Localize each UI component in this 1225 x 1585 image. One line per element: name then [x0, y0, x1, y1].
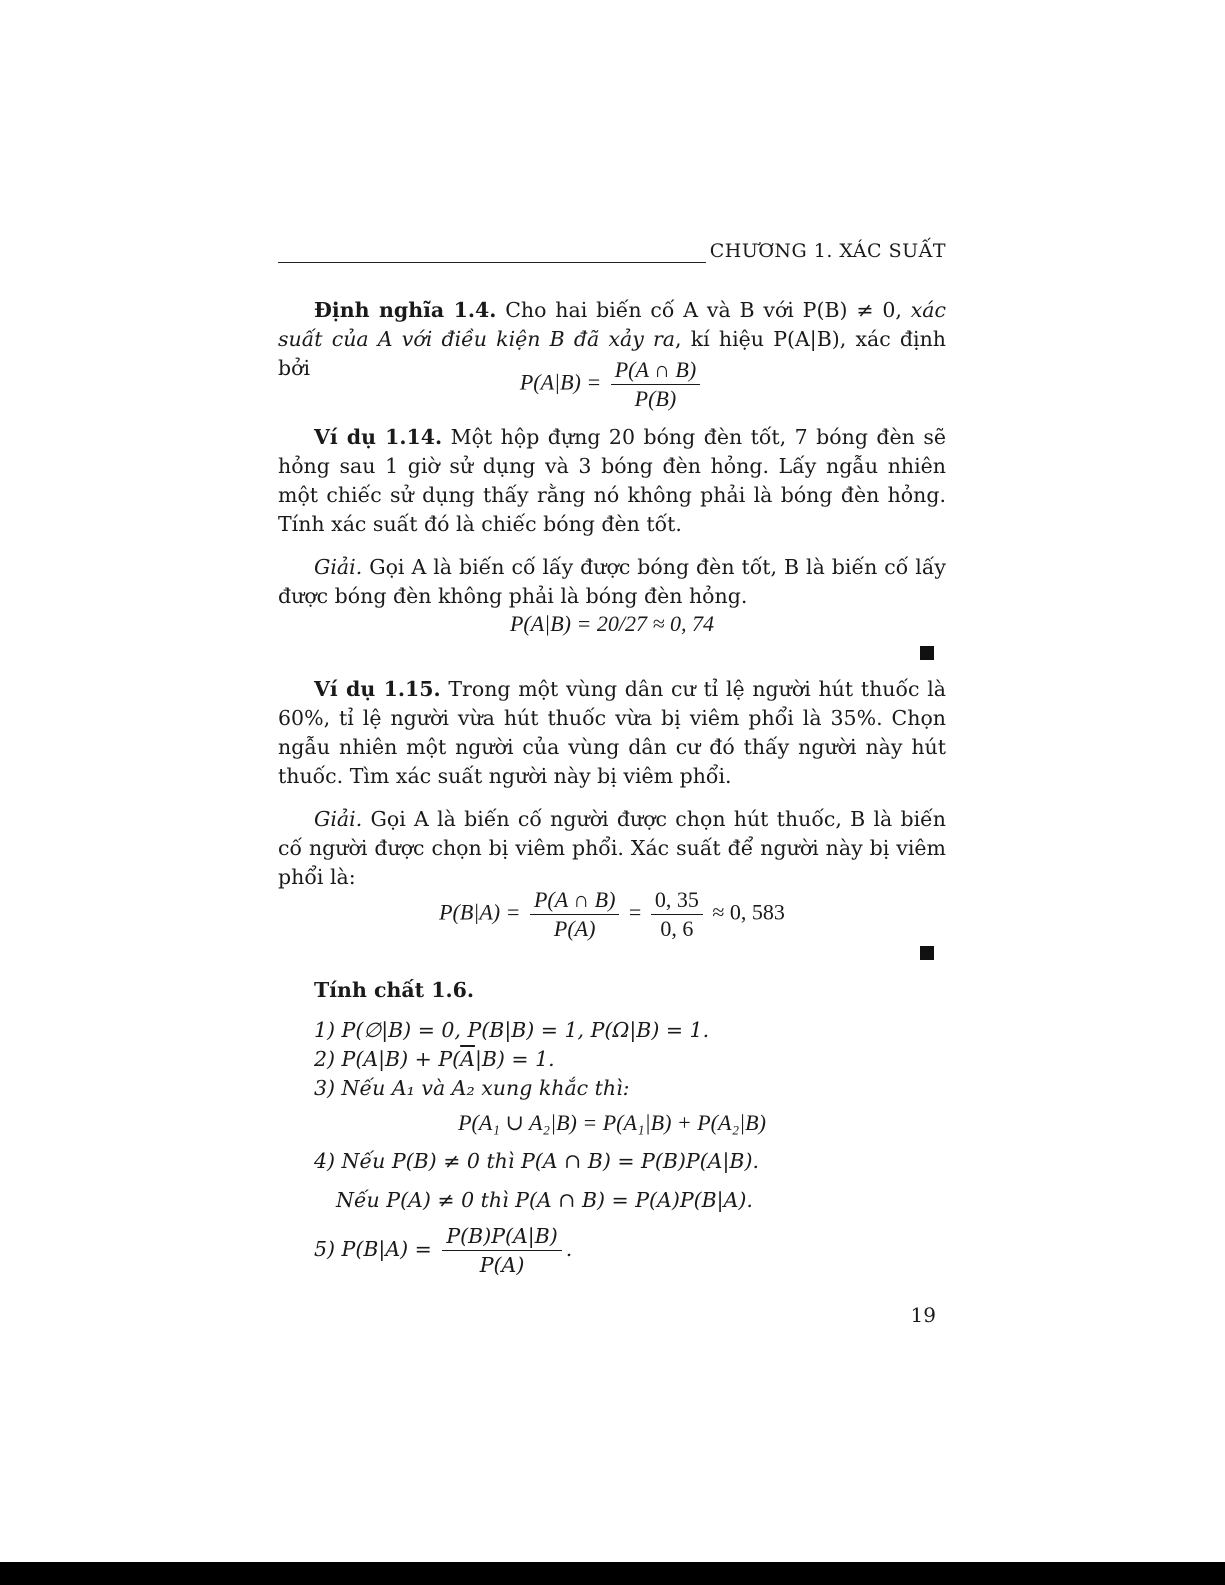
example15-eq-rhs: ≈ 0, 583	[712, 899, 785, 925]
example15-eq-num2: 0, 35	[651, 886, 703, 915]
property-item-4: 4) Nếu P(B) ≠ 0 thì P(A ∩ B) = P(B)P(A|B).	[314, 1149, 759, 1173]
example14-text: Một hộp đựng 20 bóng đèn tốt, 7 bóng đèn sẽ hỏng sau 1 giờ sử dụng và 3 bóng đèn hỏng. Lấy ngẫu nhiên một chiếc sử dụng thấy rằng nó không phải là bóng đèn hỏng. Tính xác suất đó là chiếc bóng đèn tốt.	[278, 425, 946, 536]
property-item-3-equation: P(A₁ ∪ A₂|B) = P(A₁|B) + P(A₂|B)	[458, 1110, 766, 1135]
property-item-5-den: P(A)	[479, 1253, 525, 1277]
header-rule	[278, 262, 706, 263]
example15-fraction1	[530, 886, 619, 943]
definition-eq-lhs: P(A|B) =	[519, 369, 602, 395]
example15-fraction2	[651, 886, 703, 943]
example14-solution-label: Giải.	[314, 555, 363, 579]
page	[278, 0, 946, 1585]
example15-label: Ví dụ 1.15.	[314, 677, 441, 701]
property-item-2-a: 2) P(A|B) + P(	[314, 1047, 461, 1071]
property-item-1: 1) P(∅|B) = 0, P(B|B) = 1, P(Ω|B) = 1.	[314, 1018, 710, 1042]
example14-solution-text: Gọi A là biến cố lấy được bóng đèn tốt, B là biến cố lấy được bóng đèn không phải là bóng đèn hỏng.	[278, 555, 946, 608]
definition-equation	[278, 356, 946, 413]
bottom-bar	[0, 1562, 1225, 1585]
property-label: Tính chất 1.6.	[314, 978, 475, 1002]
qed-square	[920, 646, 934, 660]
property-item-2	[314, 1045, 555, 1074]
property-item-5-lhs: 5) P(B|A) =	[314, 1237, 432, 1261]
example14-result: P(A|B) = 20/27 ≈ 0, 74	[509, 611, 715, 636]
definition-label: Định nghĩa 1.4.	[314, 298, 497, 322]
example15-eq-lhs: P(B|A) =	[439, 899, 521, 925]
property-item-5-end: .	[565, 1237, 573, 1261]
property-item-5-num: P(B)P(A|B)	[442, 1222, 561, 1251]
running-header: CHƯƠNG 1. XÁC SUẤT	[709, 240, 946, 262]
example15-eq-den2: 0, 6	[660, 916, 694, 941]
example15-solution	[278, 805, 946, 892]
definition-term: xác suất của A với điều kiện B đã xảy ra	[278, 298, 946, 351]
example15-eq-den1: P(A)	[553, 916, 596, 941]
property-item-5	[314, 1222, 572, 1279]
example14-paragraph	[278, 423, 946, 539]
example15-equation	[278, 886, 946, 943]
property-item-2-b: |B) = 1.	[474, 1047, 555, 1071]
example14-label: Ví dụ 1.14.	[314, 425, 443, 449]
example15-solution-text: Gọi A là biến cố người được chọn hút thuốc, B là biến cố người được chọn bị viêm phổi. Xác suất để người này bị viêm phổi là:	[278, 807, 946, 889]
definition-eq-num: P(A ∩ B)	[611, 356, 700, 385]
page-number: 19	[910, 1303, 936, 1327]
example15-eq-mid: =	[628, 899, 642, 925]
example15-eq-num1: P(A ∩ B)	[530, 886, 619, 915]
example15-paragraph	[278, 675, 946, 791]
definition-text3: , kí hiệu P(A|B), xác định bởi	[278, 327, 946, 380]
property-item-3: 3) Nếu A₁ và A₂ xung khắc thì:	[314, 1076, 630, 1100]
definition-eq-den: P(B)	[634, 386, 677, 411]
example14-solution	[278, 553, 946, 611]
property-item-2-bar: $\overline{A}$	[460, 1047, 475, 1071]
property-item-4b: Nếu P(A) ≠ 0 thì P(A ∩ B) = P(A)P(B|A).	[336, 1188, 753, 1212]
example15-text: Trong một vùng dân cư tỉ lệ người hút thuốc là 60%, tỉ lệ người vừa hút thuốc vừa bị viêm phổi là 35%. Chọn ngẫu nhiên một người của vùng dân cư đó thấy người này hút thuốc. Tìm xác suất người này bị viêm phổi.	[278, 677, 946, 788]
example15-solution-label: Giải.	[314, 807, 363, 831]
definition-text1: Cho hai biến cố A và B với P(B) ≠ 0,	[496, 298, 911, 322]
qed-square	[920, 946, 934, 960]
definition-fraction	[611, 356, 700, 413]
property-item-5-fraction	[442, 1222, 561, 1279]
